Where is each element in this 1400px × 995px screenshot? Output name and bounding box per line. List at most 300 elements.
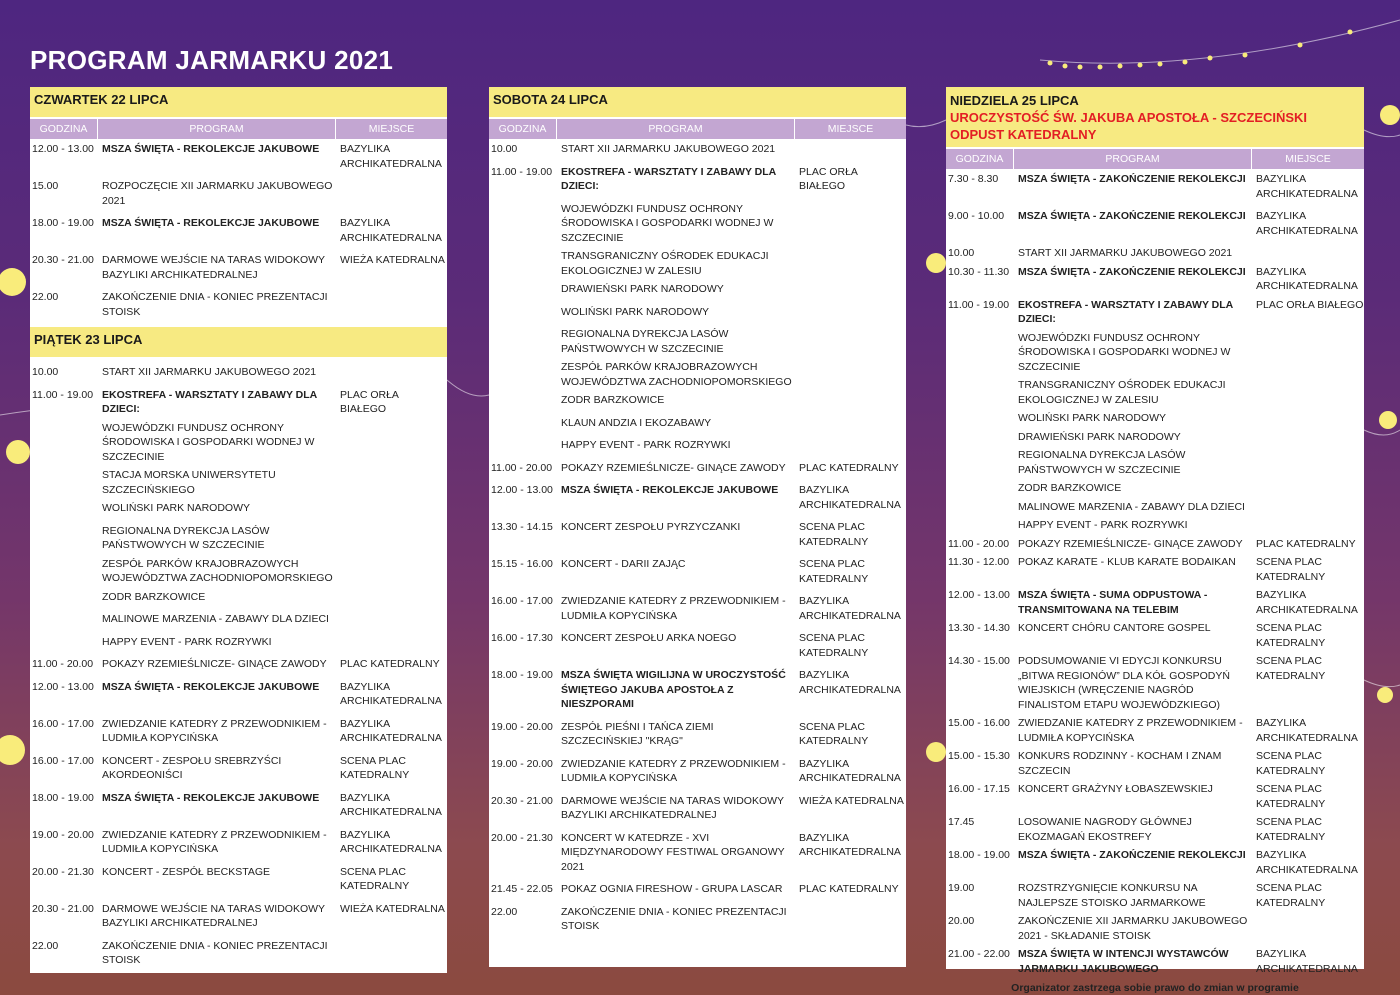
row-program: WOLIŃSKI PARK NARODOWY xyxy=(102,502,250,514)
day-header-sunday xyxy=(946,87,1364,147)
schedule-row xyxy=(946,947,1364,976)
row-program: ZAKOŃCZENIE XII JARMARKU JAKUBOWEGO 2021 - SKŁADANIE STOISK xyxy=(1018,915,1248,942)
row-program: EKOSTREFA - WARSZTATY I ZABAWY DLA DZIECI: xyxy=(561,165,776,192)
row-place xyxy=(336,421,447,465)
row-time: 20.00 xyxy=(948,915,975,927)
row-place: PLAC KATEDRALNY xyxy=(340,658,440,670)
row-place: BAZYLIKA ARCHIKATEDRALNA xyxy=(1256,717,1358,744)
schedule-row xyxy=(946,265,1364,294)
row-program: DARMOWE WEJŚCIE NA TARAS WIDOKOWY BAZYLIKI ARCHIKATEDRALNEJ xyxy=(102,902,325,929)
row-time xyxy=(946,411,1014,426)
schedule-row xyxy=(946,411,1364,426)
row-place: BAZYLIKA ARCHIKATEDRALNA xyxy=(799,757,901,784)
row-program: WOLIŃSKI PARK NARODOWY xyxy=(1018,412,1166,424)
row-time: 12.00 - 13.00 xyxy=(948,589,1010,601)
schedule-row xyxy=(489,393,906,408)
row-place: WIEŻA KATEDRALNA xyxy=(799,794,904,807)
row-program: MSZA ŚWIĘTA - REKOLEKCJE JAKUBOWE xyxy=(102,680,320,693)
row-program: DRAWIEŃSKI PARK NARODOWY xyxy=(561,283,724,295)
row-place xyxy=(795,282,906,297)
schedule-row xyxy=(30,142,447,171)
schedule-row xyxy=(30,939,447,968)
row-time xyxy=(489,327,557,356)
row-time: 16.00 - 17.00 xyxy=(491,595,553,607)
row-time: 12.00 - 13.00 xyxy=(32,680,94,693)
schedule-sunday xyxy=(946,169,1364,976)
row-place xyxy=(795,327,906,356)
row-program: ZAKOŃCZENIE DNIA - KONIEC PREZENTACJI STOISK xyxy=(102,291,328,318)
row-place: BAZYLIKA ARCHIKATEDRALNA xyxy=(340,680,442,707)
row-time xyxy=(30,468,98,497)
row-program: WOJEWÓDZKI FUNDUSZ OCHRONY ŚRODOWISKA I GOSPODARKI WODNEJ W SZCZECINIE xyxy=(561,202,774,244)
schedule-row xyxy=(30,557,447,586)
schedule-row xyxy=(489,202,906,246)
row-program: MSZA ŚWIĘTA - ZAKOŃCZENIE REKOLEKCJI xyxy=(1018,265,1246,278)
row-program: EKOSTREFA - WARSZTATY I ZABAWY DLA DZIECI: xyxy=(102,388,317,415)
row-time xyxy=(946,481,1014,496)
row-time: 15.15 - 16.00 xyxy=(491,558,553,570)
row-place: BAZYLIKA ARCHIKATEDRALNA xyxy=(799,595,901,622)
schedule-row xyxy=(946,914,1364,943)
row-place: SCENA PLAC KATEDRALNY xyxy=(1256,750,1326,777)
row-time: 12.00 - 13.00 xyxy=(32,143,94,155)
row-program: POKAZ KARATE - KLUB KARATE BODAIKAN xyxy=(1018,556,1236,568)
schedule-row xyxy=(489,905,906,934)
schedule-row xyxy=(946,172,1364,201)
row-place xyxy=(795,305,906,320)
row-time xyxy=(30,524,98,553)
schedule-row xyxy=(946,815,1364,844)
schedule-row xyxy=(946,555,1364,584)
row-place: SCENA PLAC KATEDRALNY xyxy=(799,720,869,747)
row-place: BAZYLIKA ARCHIKATEDRALNA xyxy=(1256,589,1358,616)
row-time: 11.00 - 19.00 xyxy=(948,298,1010,311)
row-place xyxy=(795,142,906,157)
row-place: BAZYLIKA ARCHIKATEDRALNA xyxy=(340,143,442,170)
row-place: PLAC KATEDRALNY xyxy=(799,883,899,895)
row-time: 14.30 - 15.00 xyxy=(948,655,1010,667)
row-place: SCENA PLAC KATEDRALNY xyxy=(799,521,869,548)
header-place: MIEJSCE xyxy=(368,123,415,135)
table-header xyxy=(30,119,447,139)
row-program: POKAZY RZEMIEŚLNICZE- GINĄCE ZAWODY xyxy=(561,461,786,474)
row-time xyxy=(30,590,98,605)
row-time: 11.30 - 12.00 xyxy=(948,556,1010,568)
row-program: KONCERT - ZESPOŁU SREBRZYŚCI AKORDEONIŚCI xyxy=(102,754,282,781)
row-place: SCENA PLAC KATEDRALNY xyxy=(340,754,410,781)
row-program: WOJEWÓDZKI FUNDUSZ OCHRONY ŚRODOWISKA I GOSPODARKI WODNEJ W SZCZECINIE xyxy=(1018,331,1231,373)
row-place xyxy=(1252,448,1364,477)
row-program: MSZA ŚWIĘTA - ZAKOŃCZENIE REKOLEKCJI xyxy=(1018,173,1246,185)
row-time xyxy=(489,360,557,389)
row-program: KONKURS RODZINNY - KOCHAM I ZNAM SZCZECIN xyxy=(1018,750,1222,777)
schedule-row xyxy=(489,461,906,476)
row-program: ZESPÓŁ PARKÓW KRAJOBRAZOWYCH WOJEWÓDZTWA ZACHODNIOPOMORSKIEGO xyxy=(102,557,333,584)
row-time xyxy=(489,393,557,408)
row-program: HAPPY EVENT - PARK ROZRYWKI xyxy=(561,439,731,451)
row-time: 22.00 xyxy=(32,291,59,303)
schedule-row xyxy=(946,448,1364,477)
row-place: BAZYLIKA ARCHIKATEDRALNA xyxy=(1256,948,1358,975)
row-time: 11.00 - 20.00 xyxy=(948,537,1010,550)
row-place: SCENA PLAC KATEDRALNY xyxy=(1256,783,1326,810)
row-program: WOJEWÓDZKI FUNDUSZ OCHRONY ŚRODOWISKA I GOSPODARKI WODNEJ W SZCZECINIE xyxy=(102,421,315,463)
schedule-saturday xyxy=(489,139,906,934)
row-program: ZESPÓŁ PIEŚNI I TAŃCA ZIEMI SZCZECIŃSKIEJ "KRĄG" xyxy=(561,720,714,747)
row-program: MSZA ŚWIĘTA - SUMA ODPUSTOWA - TRANSMITOWANA NA TELEBIM xyxy=(1018,589,1208,616)
day-subtitle-sunday: UROCZYSTOŚĆ ŚW. JAKUBA APOSTOŁA - SZCZECIŃSKI ODPUST KATEDRALNY xyxy=(950,110,1308,142)
row-place xyxy=(1252,914,1364,943)
header-place: MIEJSCE xyxy=(827,123,874,135)
schedule-row xyxy=(946,588,1364,617)
schedule-row xyxy=(946,246,1364,261)
row-time: 22.00 xyxy=(32,939,59,952)
schedule-row xyxy=(489,720,906,749)
schedule-row xyxy=(946,654,1364,712)
row-time: 11.00 - 19.00 xyxy=(32,388,94,401)
row-program: KLAUN ANDZIA I EKOZABAWY xyxy=(561,416,712,429)
schedule-row xyxy=(30,179,447,208)
row-time: 15.00 xyxy=(32,180,59,192)
schedule-row xyxy=(946,209,1364,238)
row-place xyxy=(795,360,906,389)
row-place: SCENA PLAC KATEDRALNY xyxy=(1256,556,1326,583)
schedule-row xyxy=(946,298,1364,327)
header-place: MIEJSCE xyxy=(1285,153,1331,165)
row-program: DRAWIEŃSKI PARK NARODOWY xyxy=(1018,430,1181,443)
header-program: PROGRAM xyxy=(98,119,336,139)
row-program: ZAKOŃCZENIE DNIA - KONIEC PREZENTACJI STOISK xyxy=(102,939,328,966)
row-time: 15.00 - 15.30 xyxy=(948,750,1010,762)
row-place xyxy=(795,416,906,431)
schedule-row xyxy=(489,142,906,157)
row-time xyxy=(946,518,1014,533)
row-time xyxy=(489,416,557,431)
schedule-row xyxy=(489,668,906,712)
schedule-row xyxy=(489,438,906,453)
row-program: MALINOWE MARZENIA - ZABAWY DLA DZIECI xyxy=(1018,500,1245,513)
row-place xyxy=(336,524,447,553)
schedule-row xyxy=(30,290,447,319)
row-place xyxy=(1252,481,1364,496)
schedule-row xyxy=(489,794,906,823)
row-time: 17.45 xyxy=(948,816,975,828)
row-place: BAZYLIKA ARCHIKATEDRALNA xyxy=(799,831,901,858)
row-place xyxy=(795,249,906,278)
row-program: ZWIEDZANIE KATEDRY Z PRZEWODNIKIEM - LUDMIŁA KOPYCIŃSKA xyxy=(102,828,327,855)
header-time: GODZINA xyxy=(946,149,1014,169)
row-program: DARMOWE WEJŚCIE NA TARAS WIDOKOWY BAZYLIKI ARCHIKATEDRALNEJ xyxy=(102,254,325,281)
row-time xyxy=(946,331,1014,375)
schedule-row xyxy=(30,524,447,553)
schedule-row xyxy=(30,253,447,282)
row-place: SCENA PLAC KATEDRALNY xyxy=(799,632,869,659)
row-program: ROZSTRZYGNIĘCIE KONKURSU NA NAJLEPSZE STOISKO JARMARKOWE xyxy=(1018,882,1206,909)
row-time: 21.00 - 22.00 xyxy=(948,948,1010,960)
row-time xyxy=(489,202,557,246)
row-time: 15.00 - 16.00 xyxy=(948,717,1010,729)
row-time xyxy=(489,282,557,297)
schedule-row xyxy=(489,360,906,389)
schedule-row xyxy=(946,621,1364,650)
header-program: PROGRAM xyxy=(1014,149,1252,169)
row-time: 21.45 - 22.05 xyxy=(491,883,553,895)
row-place xyxy=(336,179,447,208)
schedule-row xyxy=(30,717,447,746)
row-place xyxy=(795,905,906,934)
schedule-row xyxy=(489,327,906,356)
row-time: 16.00 - 17.15 xyxy=(948,783,1010,795)
table-header xyxy=(489,119,906,139)
row-program: MSZA ŚWIĘTA - REKOLEKCJE JAKUBOWE xyxy=(102,791,320,804)
row-program: TRANSGRANICZNY OŚRODEK EDUKACJI EKOLOGICZNEJ W ZALESIU xyxy=(561,250,769,277)
row-place xyxy=(336,501,447,516)
row-place: BAZYLIKA ARCHIKATEDRALNA xyxy=(1256,210,1358,237)
row-time: 16.00 - 17.00 xyxy=(32,717,94,730)
row-time: 19.00 - 20.00 xyxy=(491,757,553,770)
row-place xyxy=(1252,331,1364,375)
row-time: 18.00 - 19.00 xyxy=(491,669,553,681)
row-program: ZODR BARZKOWICE xyxy=(561,394,665,406)
row-program: MSZA ŚWIĘTA - ZAKOŃCZENIE REKOLEKCJI xyxy=(1018,849,1246,861)
row-time: 19.00 - 20.00 xyxy=(491,720,553,733)
schedule-row xyxy=(30,657,447,672)
row-place: SCENA PLAC KATEDRALNY xyxy=(340,865,410,892)
schedule-row xyxy=(489,831,906,875)
row-place xyxy=(336,635,447,650)
row-time xyxy=(30,557,98,586)
row-time: 18.00 - 19.00 xyxy=(32,217,94,229)
row-time xyxy=(489,305,557,320)
row-place xyxy=(1252,378,1364,407)
row-program: START XII JARMARKU JAKUBOWEGO 2021 xyxy=(561,143,776,155)
schedule-row xyxy=(30,590,447,605)
row-place: SCENA PLAC KATEDRALNY xyxy=(1256,655,1326,682)
row-place xyxy=(336,590,447,605)
row-program: KONCERT - ZESPÓŁ BECKSTAGE xyxy=(102,865,271,878)
schedule-row xyxy=(489,757,906,786)
row-time xyxy=(30,612,98,627)
schedule-row xyxy=(489,483,906,512)
row-place: BAZYLIKA ARCHIKATEDRALNA xyxy=(340,217,442,244)
row-time: 20.30 - 21.00 xyxy=(491,794,553,807)
row-place xyxy=(336,612,447,627)
row-program: HAPPY EVENT - PARK ROZRYWKI xyxy=(102,635,272,648)
schedule-row xyxy=(489,249,906,278)
row-time: 12.00 - 13.00 xyxy=(491,484,553,496)
column-saturday xyxy=(489,87,906,967)
schedule-row xyxy=(30,680,447,709)
row-place: BAZYLIKA ARCHIKATEDRALNA xyxy=(799,484,901,511)
row-time: 11.00 - 20.00 xyxy=(32,658,94,670)
row-time: 9.00 - 10.00 xyxy=(948,210,1005,222)
row-place xyxy=(1252,430,1364,445)
row-program: MSZA ŚWIĘTA W INTENCJI WYSTAWCÓW JARMARKU JAKUBOWEGO xyxy=(1018,948,1229,975)
schedule-row xyxy=(30,791,447,820)
row-place: PLAC KATEDRALNY xyxy=(799,461,899,474)
row-program: ZESPÓŁ PARKÓW KRAJOBRAZOWYCH WOJEWÓDZTWA ZACHODNIOPOMORSKIEGO xyxy=(561,361,792,388)
row-program: MSZA ŚWIĘTA - REKOLEKCJE JAKUBOWE xyxy=(102,143,320,155)
row-place xyxy=(336,290,447,319)
row-time: 10.00 xyxy=(948,247,975,259)
row-time: 7.30 - 8.30 xyxy=(948,173,999,185)
row-time xyxy=(946,448,1014,477)
row-program: ZWIEDZANIE KATEDRY Z PRZEWODNIKIEM - LUDMIŁA KOPYCIŃSKA xyxy=(102,717,327,744)
row-place: PLAC ORŁA BIAŁEGO xyxy=(340,388,399,415)
schedule-row xyxy=(30,421,447,465)
schedule-row xyxy=(489,520,906,549)
row-program: LOSOWANIE NAGRODY GŁÓWNEJ EKOZMAGAŃ EKOSTREFY xyxy=(1018,816,1192,843)
header-time: GODZINA xyxy=(30,119,98,139)
row-place: SCENA PLAC KATEDRALNY xyxy=(799,558,869,585)
row-time: 10.00 xyxy=(32,366,59,378)
row-program: REGIONALNA DYREKCJA LASÓW PAŃSTWOWYCH W SZCZECINIE xyxy=(102,524,270,551)
row-place: PLAC ORŁA BIAŁEGO xyxy=(1256,298,1364,311)
row-program: ZWIEDZANIE KATEDRY Z PRZEWODNIKIEM - LUDMIŁA KOPYCIŃSKA xyxy=(561,595,786,622)
row-time xyxy=(946,500,1014,515)
row-place: WIEŻA KATEDRALNA xyxy=(340,254,445,266)
schedule-row xyxy=(946,848,1364,877)
row-program: ZODR BARZKOWICE xyxy=(1018,482,1122,494)
row-place: WIEŻA KATEDRALNA xyxy=(340,902,445,915)
table-header xyxy=(946,149,1364,169)
schedule-row xyxy=(946,331,1364,375)
row-place xyxy=(1252,246,1364,261)
row-place: SCENA PLAC KATEDRALNY xyxy=(1256,816,1326,843)
column-thursday-friday xyxy=(30,87,447,973)
row-program: KONCERT ZESPOŁU PYRZYCZANKI xyxy=(561,521,741,533)
schedule-row xyxy=(489,282,906,297)
row-place: BAZYLIKA ARCHIKATEDRALNA xyxy=(1256,173,1358,200)
schedule-row xyxy=(489,305,906,320)
schedule-row xyxy=(30,865,447,894)
row-place xyxy=(336,939,447,968)
row-time: 18.00 - 19.00 xyxy=(32,791,94,804)
row-program: START XII JARMARKU JAKUBOWEGO 2021 xyxy=(1018,247,1233,259)
row-program: STACJA MORSKA UNIWERSYTETU SZCZECIŃSKIEGO xyxy=(102,469,276,496)
row-program: REGIONALNA DYREKCJA LASÓW PAŃSTWOWYCH W SZCZECINIE xyxy=(1018,449,1186,476)
row-time xyxy=(30,501,98,516)
row-program: ZAKOŃCZENIE DNIA - KONIEC PREZENTACJI STOISK xyxy=(561,905,787,932)
schedule-row xyxy=(946,537,1364,552)
row-time: 18.00 - 19.00 xyxy=(948,849,1010,861)
schedule-row xyxy=(30,388,447,417)
row-program: HAPPY EVENT - PARK ROZRYWKI xyxy=(1018,519,1188,531)
row-time: 20.30 - 21.00 xyxy=(32,902,94,915)
row-time: 20.30 - 21.00 xyxy=(32,254,94,266)
row-time: 13.30 - 14.30 xyxy=(948,622,1010,634)
day-header-saturday: SOBOTA 24 LIPCA xyxy=(489,87,906,117)
schedule-row xyxy=(489,416,906,431)
page-title: PROGRAM JARMARKU 2021 xyxy=(30,45,394,75)
row-place xyxy=(795,202,906,246)
row-place xyxy=(1252,518,1364,533)
row-time: 20.00 - 21.30 xyxy=(32,865,94,878)
schedule-row xyxy=(30,468,447,497)
row-place: BAZYLIKA ARCHIKATEDRALNA xyxy=(1256,849,1358,876)
row-place: BAZYLIKA ARCHIKATEDRALNA xyxy=(1256,265,1358,292)
row-time: 19.00 xyxy=(948,882,975,894)
row-program: REGIONALNA DYREKCJA LASÓW PAŃSTWOWYCH W SZCZECINIE xyxy=(561,328,729,355)
day-header-friday: PIĄTEK 23 LIPCA xyxy=(30,327,447,357)
row-program: MSZA ŚWIĘTA - ZAKOŃCZENIE REKOLEKCJI xyxy=(1018,210,1246,222)
row-place: SCENA PLAC KATEDRALNY xyxy=(1256,882,1326,909)
schedule-row xyxy=(946,881,1364,910)
row-program: ROZPOCZĘCIE XII JARMARKU JAKUBOWEGO 2021 xyxy=(102,180,333,207)
row-program: ZWIEDZANIE KATEDRY Z PRZEWODNIKIEM - LUDMIŁA KOPYCIŃSKA xyxy=(1018,717,1243,744)
schedule-row xyxy=(946,518,1364,533)
row-program: PODSUMOWANIE VI EDYCJI KONKURSU „BITWA REGIONÓW” DLA KÓŁ GOSPODYŃ WIEJSKICH (WRĘCZENIE NAGRÓD FINALISTOM ETAPU WOJEWÓDZKIEGO) xyxy=(1018,655,1230,711)
row-time xyxy=(946,430,1014,445)
schedule-row xyxy=(30,635,447,650)
row-program: MSZA ŚWIĘTA - REKOLEKCJE JAKUBOWE xyxy=(561,484,779,496)
row-time: 13.30 - 14.15 xyxy=(491,521,553,533)
row-place xyxy=(795,438,906,453)
row-program: MALINOWE MARZENIA - ZABAWY DLA DZIECI xyxy=(102,613,329,625)
row-place: BAZYLIKA ARCHIKATEDRALNA xyxy=(340,717,442,744)
row-place: PLAC ORŁA BIAŁEGO xyxy=(799,165,858,192)
row-place xyxy=(336,468,447,497)
schedule-row xyxy=(946,782,1364,811)
row-place: PLAC KATEDRALNY xyxy=(1256,537,1356,550)
row-program: TRANSGRANICZNY OŚRODEK EDUKACJI EKOLOGICZNEJ W ZALESIU xyxy=(1018,379,1226,406)
row-place: BAZYLIKA ARCHIKATEDRALNA xyxy=(799,669,901,696)
row-time: 16.00 - 17.00 xyxy=(32,754,94,767)
schedule-row xyxy=(30,902,447,931)
row-place: BAZYLIKA ARCHIKATEDRALNA xyxy=(340,791,442,818)
row-program: KONCERT - DARII ZAJĄC xyxy=(561,558,686,570)
schedule-row xyxy=(946,378,1364,407)
row-program: MSZA ŚWIĘTA WIGILIJNA W UROCZYSTOŚĆ ŚWIĘTEGO JAKUBA APOSTOŁA Z NIESZPORAMI xyxy=(561,669,786,710)
row-program: ZODR BARZKOWICE xyxy=(102,590,206,603)
schedule-row xyxy=(30,365,447,380)
schedule-row xyxy=(30,216,447,245)
row-place xyxy=(795,393,906,408)
row-time: 22.00 xyxy=(491,905,518,918)
row-program: EKOSTREFA - WARSZTATY I ZABAWY DLA DZIECI: xyxy=(1018,298,1233,325)
row-time: 20.00 - 21.30 xyxy=(491,831,553,844)
schedule-row xyxy=(489,882,906,897)
column-sunday xyxy=(946,87,1364,994)
row-place xyxy=(336,365,447,380)
row-time xyxy=(489,249,557,278)
row-program: KONCERT CHÓRU CANTORE GOSPEL xyxy=(1018,622,1211,634)
schedule-friday xyxy=(30,357,447,968)
row-program: POKAZ OGNIA FIRESHOW - GRUPA LASCAR xyxy=(561,883,783,895)
row-program: MSZA ŚWIĘTA - REKOLEKCJE JAKUBOWE xyxy=(102,217,320,229)
row-program: ZWIEDZANIE KATEDRY Z PRZEWODNIKIEM - LUDMIŁA KOPYCIŃSKA xyxy=(561,757,786,784)
row-time: 16.00 - 17.30 xyxy=(491,632,553,644)
row-program: KONCERT W KATEDRZE - XVI MIĘDZYNARODOWY FESTIWAL ORGANOWY 2021 xyxy=(561,831,785,873)
row-time: 19.00 - 20.00 xyxy=(32,828,94,841)
row-program: WOLIŃSKI PARK NARODOWY xyxy=(561,305,709,318)
schedule-thursday xyxy=(30,139,447,319)
row-time: 11.00 - 20.00 xyxy=(491,461,553,474)
row-time xyxy=(946,378,1014,407)
schedule-row xyxy=(946,481,1364,496)
schedule-row xyxy=(489,165,906,194)
row-program: POKAZY RZEMIEŚLNICZE- GINĄCE ZAWODY xyxy=(102,658,327,670)
row-time xyxy=(30,421,98,465)
row-place xyxy=(1252,500,1364,515)
row-program: KONCERT GRAŻYNY ŁOBASZEWSKIEJ xyxy=(1018,783,1213,795)
row-program: POKAZY RZEMIEŚLNICZE- GINĄCE ZAWODY xyxy=(1018,537,1243,550)
header-program: PROGRAM xyxy=(557,119,795,139)
header-time: GODZINA xyxy=(489,119,557,139)
row-program: START XII JARMARKU JAKUBOWEGO 2021 xyxy=(102,366,317,378)
row-time: 10.00 xyxy=(491,143,518,155)
schedule-row xyxy=(489,594,906,623)
